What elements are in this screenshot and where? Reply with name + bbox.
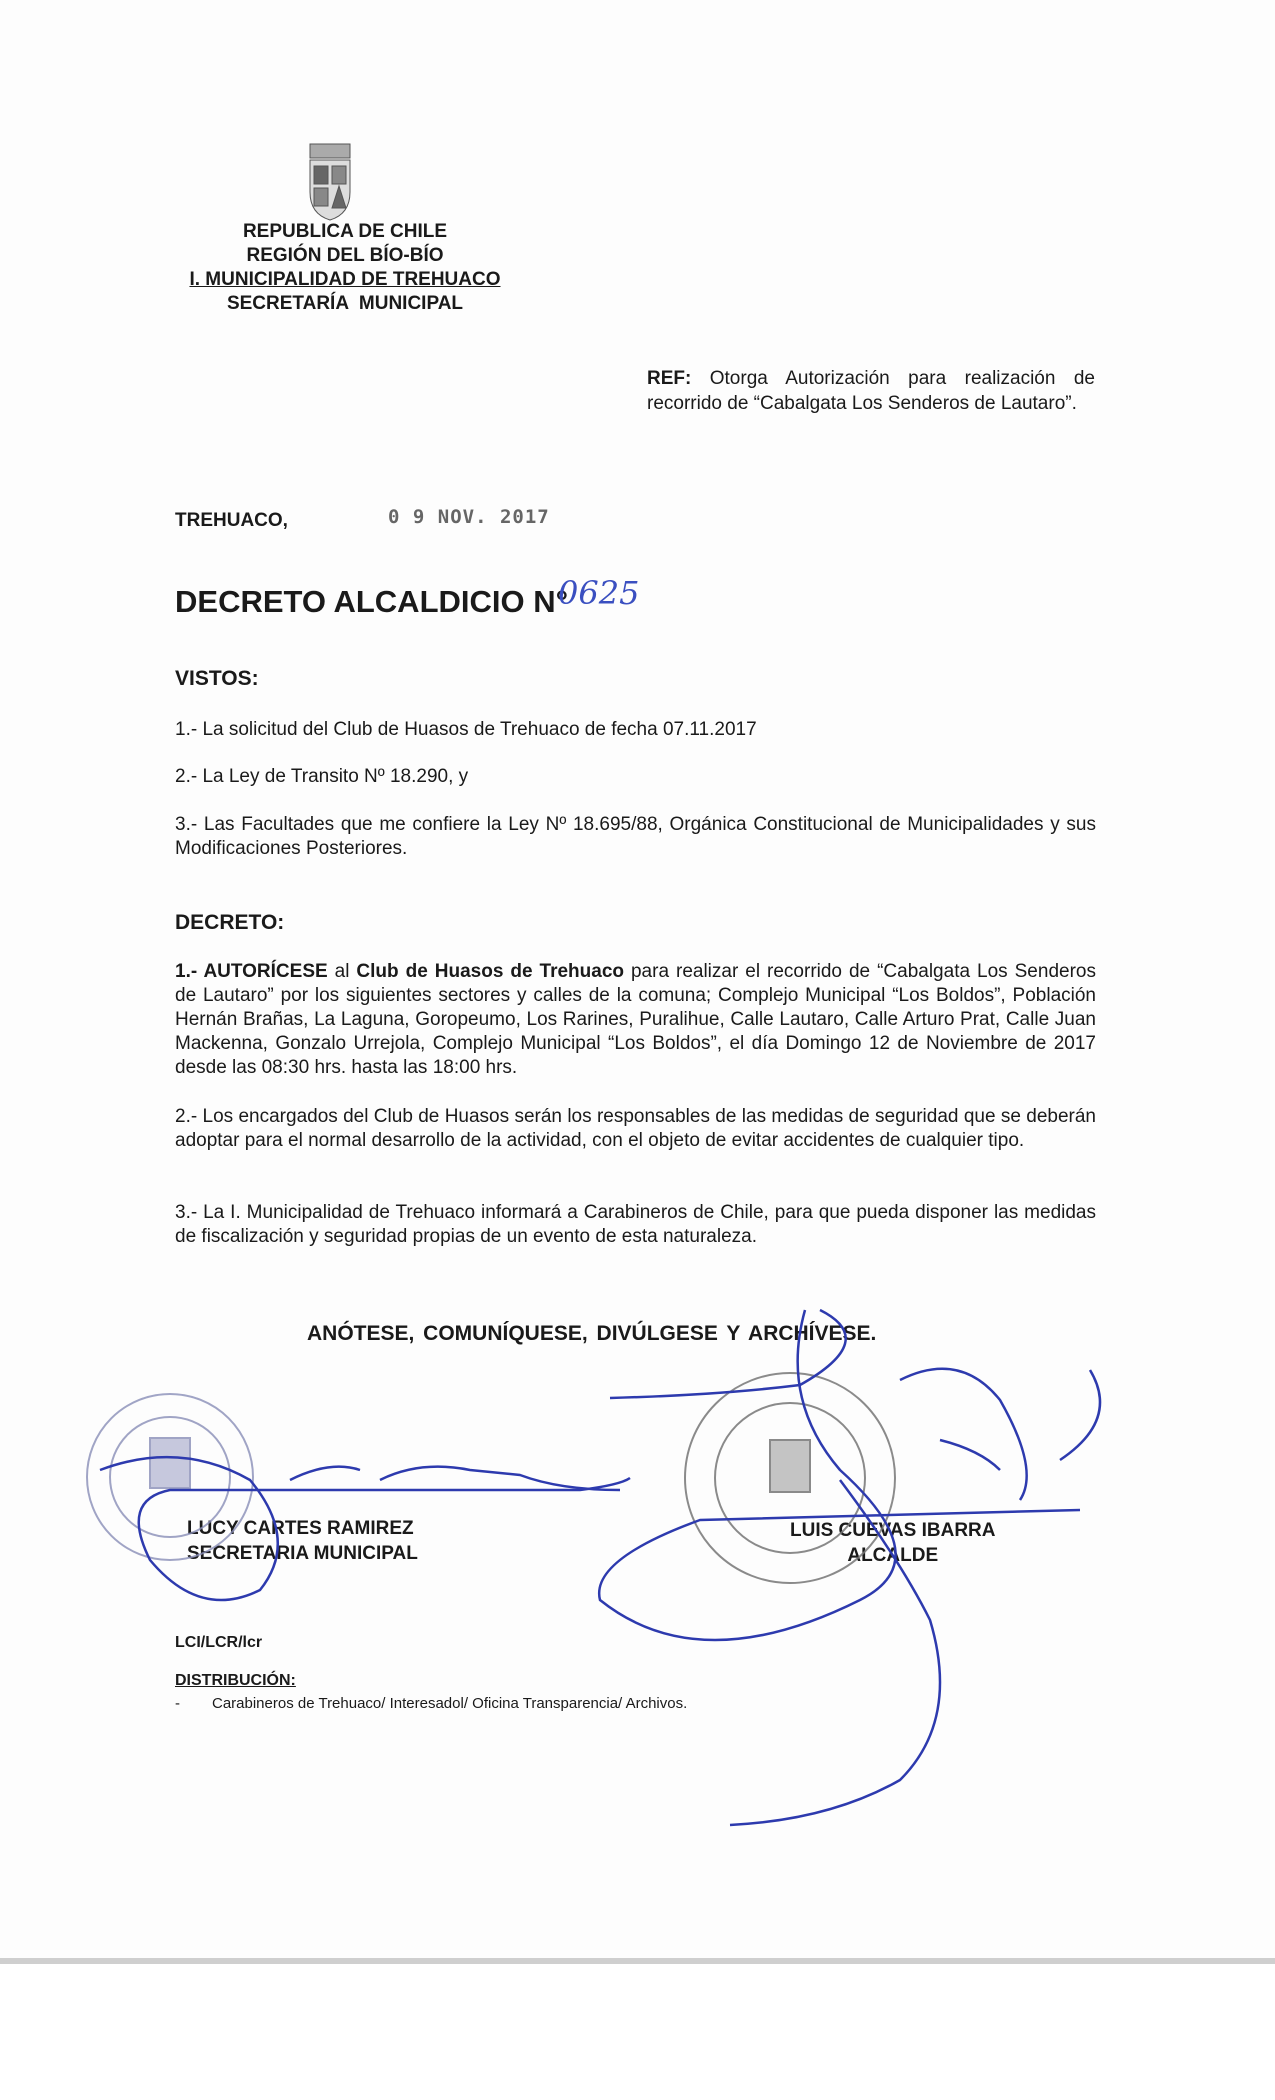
secretary-role: SECRETARIA MUNICIPAL	[187, 1543, 418, 1564]
decreto-item-3: 3.- La I. Municipalidad de Trehuaco informará a Carabineros de Chile, para que pueda disponer las medidas de fiscalización y seguridad propias de un evento de esta naturaleza.	[175, 1202, 1096, 1247]
letterhead	[175, 220, 515, 316]
secretary-signature-block	[187, 1516, 418, 1566]
authorize-lead: 1.- AUTORÍCESE	[175, 961, 328, 982]
date-stamp: 0 9 NOV. 2017	[388, 506, 550, 528]
decree-title: DECRETO ALCALDICIO N°	[175, 584, 569, 619]
mayor-signature-block	[790, 1518, 996, 1568]
place-label: TREHUACO,	[175, 510, 288, 531]
visto-item-1: 1.- La solicitud del Club de Huasos de Trehuaco de fecha 07.11.2017	[175, 719, 757, 740]
reference-block	[647, 366, 1095, 416]
header-country: REPUBLICA DE CHILE	[242, 221, 448, 242]
visto-item-3: 3.- Las Facultades que me confiere la Ley Nº 18.695/88, Orgánica Constitucional de Municipalidades y sus Modificaciones Posteriores.	[175, 814, 1096, 859]
decreto-item-1	[175, 960, 1096, 1080]
decreto-item-2: 2.- Los encargados del Club de Huasos serán los responsables de las medidas de seguridad que se deberán adoptar para el normal desarrollo de la actividad, con el objeto de evitar accidentes de cualquier tipo.	[175, 1106, 1096, 1151]
item1-text: para realizar el recorrido de “Cabalgata Los Senderos de Lautaro” por los siguientes sectores y calles de la comuna; Complejo Municipal “Los Boldos”, Población Hernán Brañas, La Laguna, Goropeumo, Los Rarines, Puralihue, Calle Lautaro, Calle Arturo Prat, Calle Juan Mackenna, Gonzalo Urrejola, Complejo Municipal “Los Boldos”, el día Domingo 12 de Noviembre de 2017 desde las 08:30 hrs. hasta las 18:00 hrs.	[175, 961, 1096, 1078]
distribution-item-text: Carabineros de Trehuaco/ Interesadol/ Oficina Transparencia/ Archivos.	[212, 1695, 688, 1712]
ref-text: Otorga Autorización para realización de recorrido de “Cabalgata Los Senderos de Lautaro”.	[647, 368, 1095, 414]
vistos-heading: VISTOS:	[175, 667, 259, 690]
club-name: Club de Huasos de Trehuaco	[356, 961, 624, 982]
decree-number-handwritten: 0625	[558, 574, 640, 612]
header-region: REGIÓN DEL BÍO-BÍO	[246, 245, 444, 266]
initials: LCI/LCR/lcr	[175, 1634, 263, 1651]
item1-connector: al	[327, 961, 357, 982]
header-department: SECRETARÍA MUNICIPAL	[226, 293, 464, 314]
decreto-heading: DECRETO:	[175, 911, 285, 934]
visto-item-2: 2.- La Ley de Transito Nº 18.290, y	[175, 766, 469, 787]
mayor-title: ALCALDE	[847, 1545, 939, 1566]
distribution-item: - Carabineros de Trehuaco/ Interesadol/ Oficina Transparencia/ Archivos.	[175, 1695, 688, 1712]
secretary-name: LUCY CARTES RAMIREZ	[187, 1518, 414, 1539]
distribution-heading: DISTRIBUCIÓN:	[175, 1672, 296, 1689]
closing-formula: ANÓTESE, COMUNÍQUESE, DIVÚLGESE Y ARCHÍVESE.	[307, 1322, 877, 1345]
header-municipality: I. MUNICIPALIDAD DE TREHUACO	[189, 269, 501, 290]
mayor-name: LUIS CUEVAS IBARRA	[790, 1520, 996, 1541]
ref-label: REF:	[647, 368, 692, 389]
